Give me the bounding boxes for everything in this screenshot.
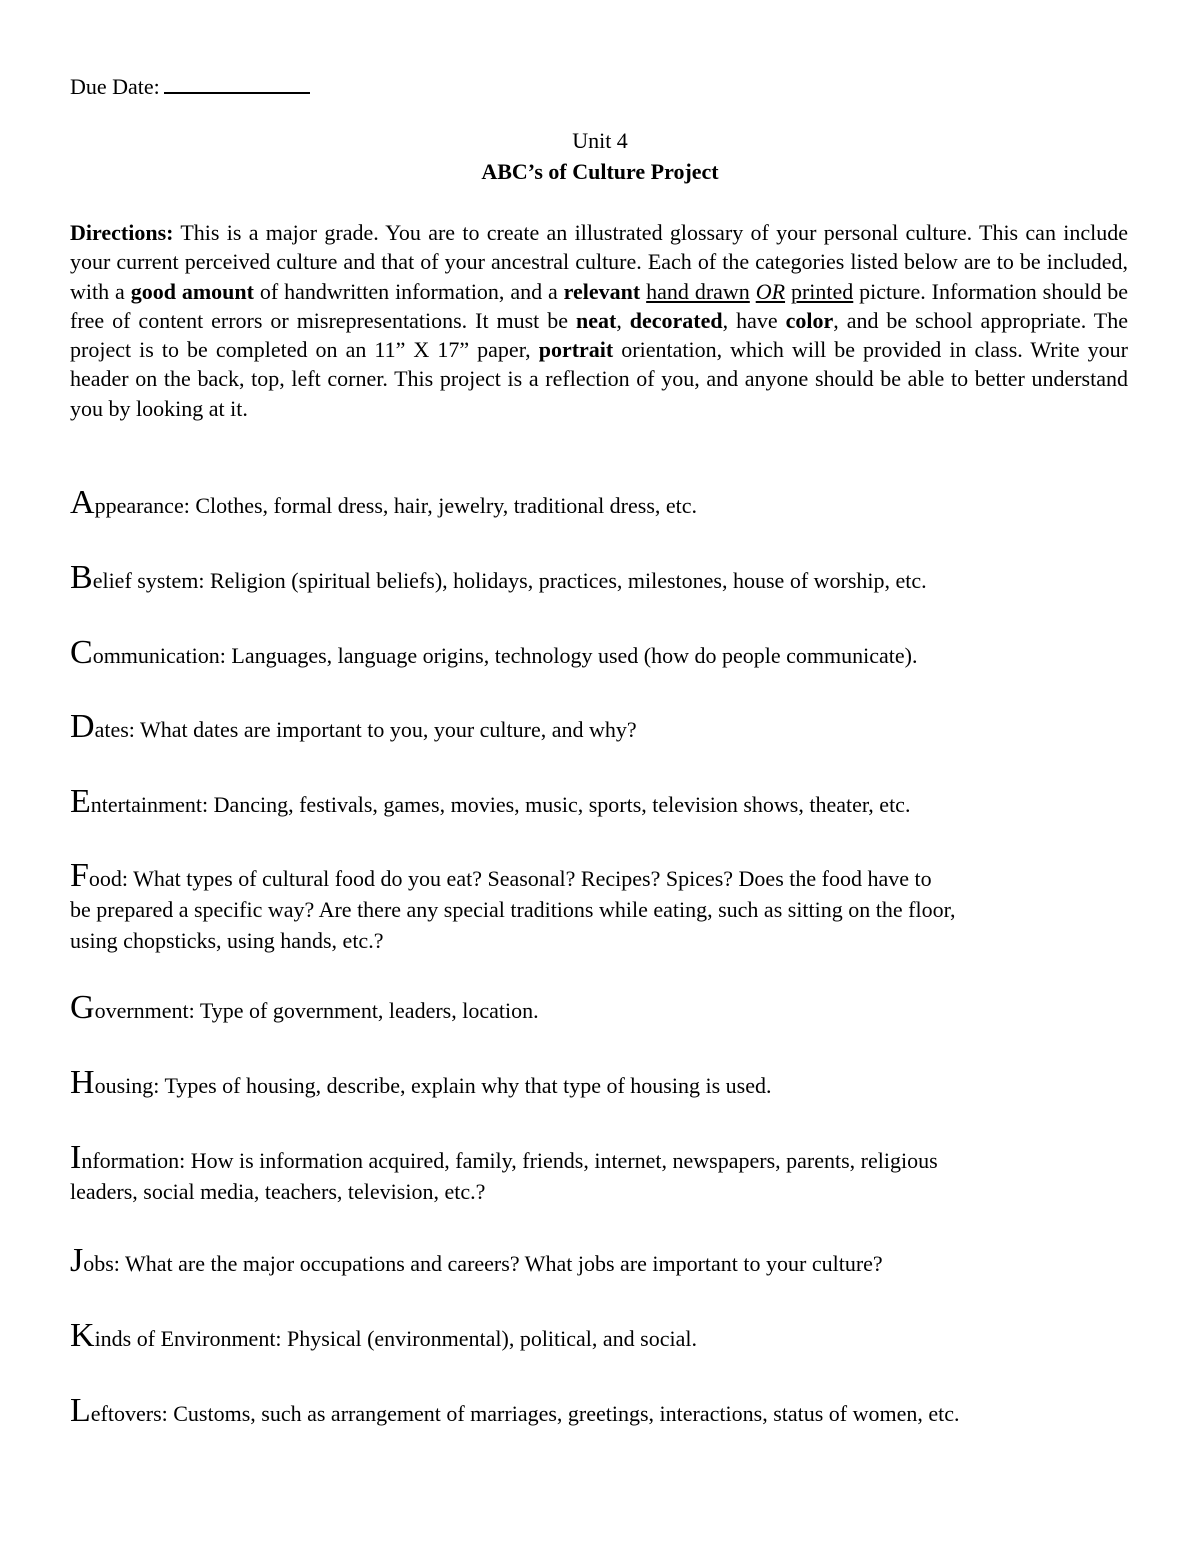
category-initial: J: [70, 1242, 84, 1279]
category-text: elief system: Religion (spiritual beliefs), holidays, practices, milestones, house of worship, etc.: [92, 568, 927, 593]
category-communication: [70, 634, 1130, 671]
category-jobs: [70, 1242, 1130, 1279]
category-initial: G: [70, 989, 95, 1026]
underline-or: OR: [755, 278, 786, 304]
category-initial: F: [70, 857, 89, 894]
category-text: inds of Environment: Physical (environmental), political, and social.: [94, 1326, 697, 1351]
emphasis-good-amount: good amount: [130, 278, 254, 304]
due-date-blank: [164, 72, 310, 94]
category-kinds-of-environment: [70, 1317, 1130, 1354]
directions-text: orientation, which will be provided in class. Write your header on the back, top, left corner. This project is a reflection of you, and anyone should be able to better understand you by looking at it.: [70, 337, 1128, 421]
directions-label: Directions:: [70, 220, 174, 245]
category-belief-system: [70, 559, 1130, 596]
due-date-label: Due Date:: [70, 74, 160, 99]
category-text: using chopsticks, using hands, etc.?: [70, 928, 384, 953]
category-initial: A: [70, 484, 95, 521]
category-text: ppearance: Clothes, formal dress, hair, jewelry, traditional dress, etc.: [94, 493, 698, 518]
category-initial: K: [70, 1317, 95, 1354]
category-initial: I: [70, 1139, 82, 1176]
category-text: obs: What are the major occupations and careers? What jobs are important to your culture?: [83, 1251, 883, 1276]
category-text: ates: What dates are important to you, your culture, and why?: [94, 717, 637, 742]
directions-text: , and be school appropriate. The project is to be completed on an 11” X 17” paper,: [70, 307, 1128, 363]
category-initial: L: [70, 1392, 91, 1429]
category-food: [70, 857, 1130, 956]
category-leftovers: [70, 1392, 1130, 1429]
category-text: overnment: Type of government, leaders, location.: [94, 998, 539, 1023]
emphasis-color: color: [785, 307, 834, 333]
directions-text: ,: [616, 307, 630, 333]
category-dates: [70, 708, 1130, 745]
due-date-line: [70, 72, 310, 100]
underline-printed: printed: [790, 278, 854, 304]
category-initial: B: [70, 559, 93, 596]
category-text: nformation: How is information acquired, family, friends, internet, newspapers, parents, religious: [81, 1148, 938, 1173]
category-text: ousing: Types of housing, describe, explain why that type of housing is used.: [94, 1073, 772, 1098]
directions-text: , have: [722, 307, 786, 333]
emphasis-portrait: portrait: [538, 337, 614, 363]
category-text: leaders, social media, teachers, television, etc.?: [70, 1179, 486, 1204]
category-text: be prepared a specific way? Are there any special traditions while eating, such as sitting on the floor,: [70, 897, 956, 922]
category-initial: C: [70, 634, 93, 671]
directions-text: picture. Information should be free of content errors or misrepresentations. It must be: [70, 278, 1128, 333]
emphasis-decorated: decorated: [629, 307, 723, 333]
category-text: ood: What types of cultural food do you eat? Seasonal? Recipes? Spices? Does the food have to: [88, 866, 932, 891]
category-appearance: [70, 484, 1130, 521]
emphasis-relevant: relevant: [563, 278, 641, 304]
category-initial: D: [70, 708, 95, 745]
unit-heading: Unit 4: [572, 128, 628, 153]
category-text: ommunication: Languages, language origins, technology used (how do people communicate).: [92, 643, 918, 668]
underline-hand-drawn: hand drawn: [646, 278, 750, 304]
category-housing: [70, 1064, 1130, 1101]
category-government: [70, 989, 1130, 1026]
page-title: ABC’s of Culture Project: [481, 159, 719, 184]
directions-paragraph: [70, 218, 1128, 423]
directions-text: This is a major grade. You are to create an illustrated glossary of your personal culture. This can include your current perceived culture and that of your ancestral culture. Each of the categories listed below are to be included, with a: [70, 220, 1128, 304]
directions-text: of handwritten information, and a: [253, 278, 564, 304]
category-text: eftovers: Customs, such as arrangement of marriages, greetings, interactions, status of women, etc.: [90, 1401, 960, 1426]
category-entertainment: [70, 783, 1130, 820]
category-initial: H: [70, 1064, 95, 1101]
category-text: ntertainment: Dancing, festivals, games, movies, music, sports, television shows, theater, etc.: [90, 792, 911, 817]
emphasis-neat: neat: [575, 307, 617, 333]
category-initial: E: [70, 783, 91, 820]
category-information: [70, 1139, 1130, 1207]
